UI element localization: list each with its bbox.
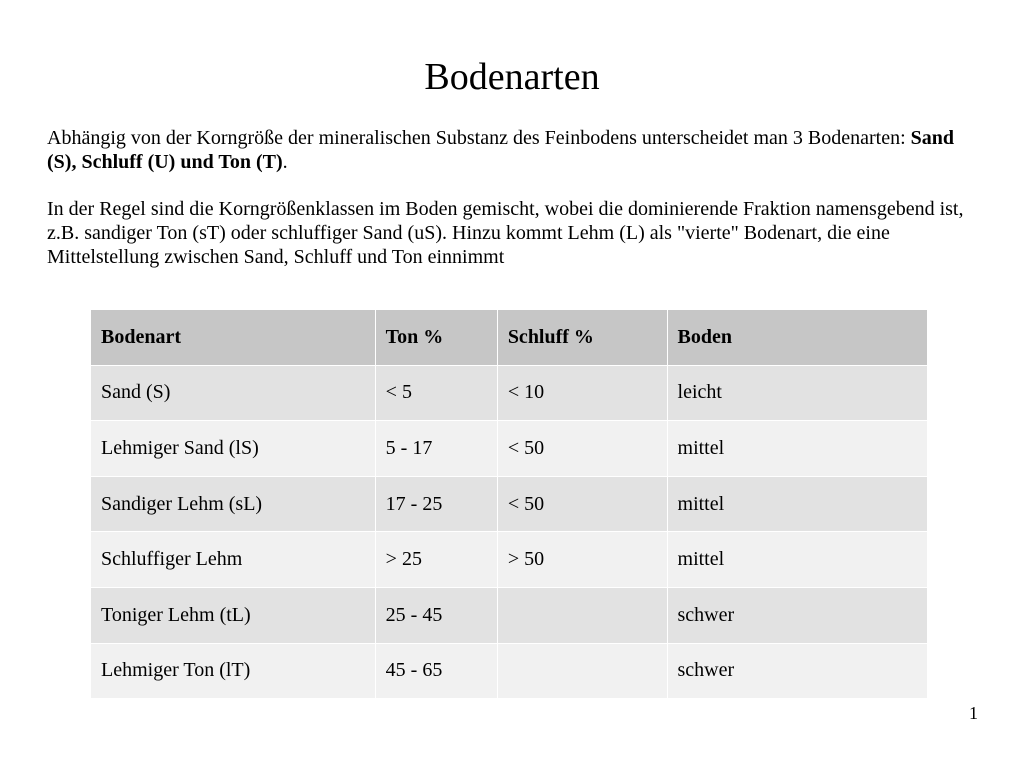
intro-text: Abhängig von der Korngröße der mineralischen Substanz des Feinbodens unterscheidet man 3 Bodenarten: bbox=[47, 127, 911, 149]
cell-schluff: > 50 bbox=[497, 532, 667, 588]
cell-bodenart: Sandiger Lehm (sL) bbox=[91, 476, 375, 532]
header-schluff: Schluff % bbox=[497, 310, 667, 365]
cell-schluff: < 10 bbox=[497, 365, 667, 421]
table-row bbox=[91, 476, 927, 532]
cell-bodenart: Lehmiger Sand (lS) bbox=[91, 421, 375, 477]
cell-ton: > 25 bbox=[375, 532, 497, 588]
page-number: 1 bbox=[969, 703, 978, 723]
header-boden: Boden bbox=[667, 310, 927, 365]
cell-ton: 25 - 45 bbox=[375, 587, 497, 643]
cell-boden: mittel bbox=[667, 476, 927, 532]
cell-schluff: < 50 bbox=[497, 476, 667, 532]
header-bodenart: Bodenart bbox=[91, 310, 375, 365]
cell-boden: mittel bbox=[667, 421, 927, 477]
cell-schluff: < 50 bbox=[497, 421, 667, 477]
cell-ton: 5 - 17 bbox=[375, 421, 497, 477]
cell-schluff bbox=[497, 587, 667, 643]
cell-bodenart: Sand (S) bbox=[91, 365, 375, 421]
table-row bbox=[91, 532, 927, 588]
table-row bbox=[91, 421, 927, 477]
cell-boden: schwer bbox=[667, 643, 927, 698]
header-ton: Ton % bbox=[375, 310, 497, 365]
table-header-row bbox=[91, 310, 927, 365]
cell-schluff bbox=[497, 643, 667, 698]
cell-boden: mittel bbox=[667, 532, 927, 588]
soil-type-table bbox=[91, 310, 927, 698]
mixing-paragraph: In der Regel sind die Korngrößenklassen im Boden gemischt, wobei die dominierende Fraktion namensgebend ist, z.B. sandiger Ton (sT) oder schluffiger Sand (uS). Hinzu kommt Lehm (L) als "vierte" Bodenart, die eine Mittelstellung zwischen Sand, Schluff und Ton einnimmt bbox=[47, 198, 964, 268]
cell-boden: schwer bbox=[667, 587, 927, 643]
cell-ton: 17 - 25 bbox=[375, 476, 497, 532]
intro-paragraph bbox=[47, 126, 987, 174]
intro-bold-soil-types: Sand (S), Schluff (U) und Ton (T) bbox=[47, 127, 955, 173]
slide-title: Bodenarten bbox=[424, 56, 600, 98]
cell-bodenart: Toniger Lehm (tL) bbox=[91, 587, 375, 643]
table-row bbox=[91, 365, 927, 421]
cell-bodenart: Schluffiger Lehm bbox=[91, 532, 375, 588]
table-row bbox=[91, 643, 927, 698]
cell-ton: 45 - 65 bbox=[375, 643, 497, 698]
cell-bodenart: Lehmiger Ton (lT) bbox=[91, 643, 375, 698]
table-row bbox=[91, 587, 927, 643]
intro-text-end: . bbox=[282, 151, 288, 173]
cell-boden: leicht bbox=[667, 365, 927, 421]
cell-ton: < 5 bbox=[375, 365, 497, 421]
